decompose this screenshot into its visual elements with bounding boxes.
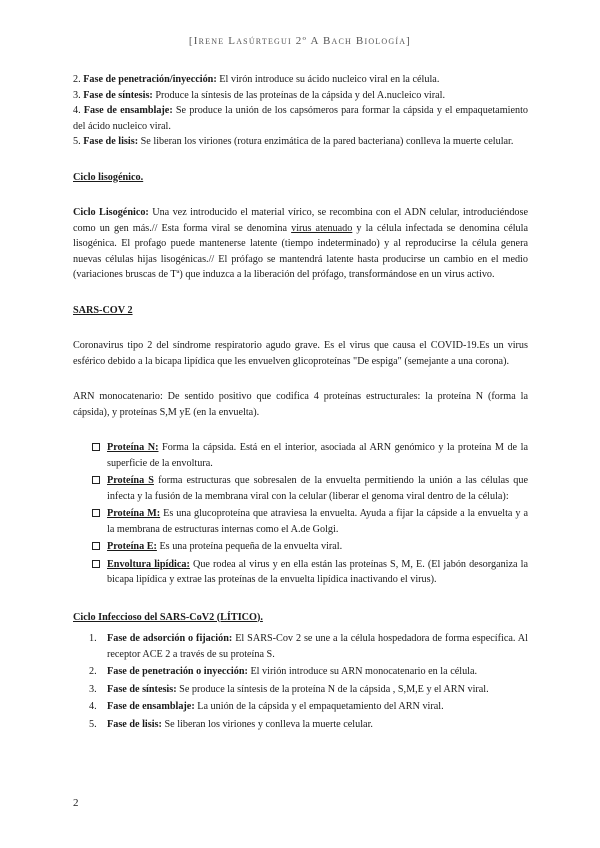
lytic-phase-5 xyxy=(73,134,528,150)
protein-term: Proteína S xyxy=(107,475,154,486)
phase-text: El virón introduce su ácido nucleico viral en la célula. xyxy=(216,74,440,85)
protein-text: forma estructuras que sobresalen de la envuelta permitiendo la unión a las células que infecta y la fusión de la membrana viral con la celular (liberar el genoma viral dentro de la célula): xyxy=(107,475,528,502)
checkbox-icon xyxy=(92,509,100,517)
phase-text: La unión de la cápsida y el empaquetamiento del ARN viral. xyxy=(194,701,444,712)
checkbox-icon xyxy=(92,443,100,451)
phase-number: 3. xyxy=(73,89,81,101)
checklist-item xyxy=(73,557,528,588)
page-number: 2 xyxy=(73,797,79,809)
checkbox-icon xyxy=(92,476,100,484)
phase-number: 1. xyxy=(89,633,97,644)
sars-intro: Coronavirus tipo 2 del síndrome respiratorio agudo grave. Es el virus que causa el COVID-19.Es un virus esférico debido a la bicapa lipídica que les envuelven glicoproteínas "De espiga" (semejante a una corona). xyxy=(73,340,528,367)
lysogenic-title: Ciclo lisogénico. xyxy=(73,171,144,183)
phase-text: Se liberan los viriones y conlleva la muerte celular. xyxy=(161,718,373,730)
phase-number: 5. xyxy=(89,718,97,730)
infectious-phase xyxy=(73,664,528,680)
lysogenic-underlined: virus atenuado xyxy=(291,222,353,234)
phase-text: Se produce la síntesis de la proteína N de la cápsida , S,M,E y el ARN viral. xyxy=(176,683,489,695)
phase-number: 2. xyxy=(73,74,81,85)
phase-text: Se produce la unión de los capsómeros para formar la cápsida y el empaquetamiento del ácido nucleico viral. xyxy=(73,105,528,132)
phase-term: Fase de ensamblaje: xyxy=(107,701,195,712)
lytic-phase-3 xyxy=(73,88,528,104)
phase-number: 3. xyxy=(89,683,97,695)
phase-term: Fase de lisis: xyxy=(107,718,162,730)
infectious-phase xyxy=(73,699,528,715)
document-body xyxy=(73,72,528,734)
lysogenic-text-b: y la célula infectada se denomina célula lisogénica. El profago puede mantenerse latente (tiempo indeterminado) y al reproducirse la célula genera nuevas células hijas lisogénicas.// El prófago se mantendrá latente hasta producirse un cambio en el medio (variaciones bruscas de Tª) que induzca a la liberación del prófago, transformándose en un virus activo. xyxy=(73,222,528,280)
protein-checklist xyxy=(73,440,528,588)
infectious-phase xyxy=(73,631,528,662)
phase-number: 4. xyxy=(89,701,97,712)
lysogenic-term: Ciclo Lisogénico: xyxy=(73,207,149,218)
protein-term: Proteína N: xyxy=(107,442,159,453)
checklist-item xyxy=(73,473,528,504)
page-header: [Irene Lasúrtegui 2º A Bach Biología] xyxy=(188,35,412,47)
protein-text: Es una glucoproteína que atraviesa la envuelta. Ayuda a fijar la cápside a la envuelta y a la membrana de estructuras internas como el A.de Golgi. xyxy=(107,508,528,535)
phase-number: 5. xyxy=(73,136,81,147)
phase-text: Produce la síntesis de las proteínas de la cápsida y del A.nucleico viral. xyxy=(152,89,446,101)
phase-term: Fase de lisis: xyxy=(83,136,139,147)
checklist-item xyxy=(73,440,528,471)
protein-text: Forma la cápsida. Está en el interior, asociada al ARN genómico y la proteína M de la superficie de la envoltura. xyxy=(107,442,528,469)
protein-term: Envoltura lipídica: xyxy=(107,558,190,570)
phase-term: Fase de adsorción o fijación: xyxy=(107,633,233,644)
lytic-phase-2 xyxy=(73,72,528,88)
phase-text: Se liberan los viriones (rotura enzimática de la pared bacteriana) conlleva la muerte celular. xyxy=(138,136,514,147)
checklist-item xyxy=(73,539,528,555)
checklist-item xyxy=(73,506,528,537)
checkbox-icon xyxy=(92,542,100,550)
phase-term: Fase de ensamblaje: xyxy=(83,105,173,116)
infectious-cycle-title: Ciclo Infeccioso del SARS-CoV2 (LÍTICO). xyxy=(73,611,263,623)
lysogenic-text-a: Una vez introducido el material vírico, se recombina con el ADN celular, introduciéndose como un gen más.// Esta forma viral se denomina xyxy=(73,207,528,234)
checkbox-icon xyxy=(92,560,100,568)
infectious-phase xyxy=(73,717,528,733)
phase-term: Fase de síntesis: xyxy=(107,683,177,695)
phase-term: Fase de penetración o inyección: xyxy=(107,666,248,677)
protein-term: Proteína E: xyxy=(107,541,157,552)
infectious-phase-list xyxy=(73,631,528,732)
lytic-phase-list xyxy=(73,72,528,150)
protein-text: Que rodea al virus y en ella están las proteínas S, M, E. (El jabón desorganiza la bicapa lipídica y extrae las proteínas de la envuelta lipídica inactivando el virus). xyxy=(107,558,528,585)
phase-number: 4. xyxy=(73,105,81,116)
infectious-phase xyxy=(73,682,528,698)
protein-term: Proteína M: xyxy=(107,508,161,519)
phase-text: El virión introduce su ARN monocatenario en la célula. xyxy=(247,666,478,677)
sars-title: SARS-COV 2 xyxy=(73,304,133,316)
lysogenic-paragraph xyxy=(73,205,528,283)
phase-text: El SARS-Cov 2 se une a la célula hospedadora de forma específica. Al receptor ACE 2 a través de su proteína S. xyxy=(107,633,528,660)
phase-term: Fase de síntesis: xyxy=(83,89,153,101)
phase-number: 2. xyxy=(89,666,97,677)
lytic-phase-4 xyxy=(73,103,528,134)
sars-arn: ARN monocatenario: De sentido positivo que codifica 4 proteínas estructurales: la proteína N (forma la cápsida), y proteínas S,M yE (en la envuelta). xyxy=(73,391,528,418)
protein-text: Es una proteína pequeña de la envuelta viral. xyxy=(156,541,343,552)
phase-term: Fase de penetración/inyección: xyxy=(83,74,217,85)
